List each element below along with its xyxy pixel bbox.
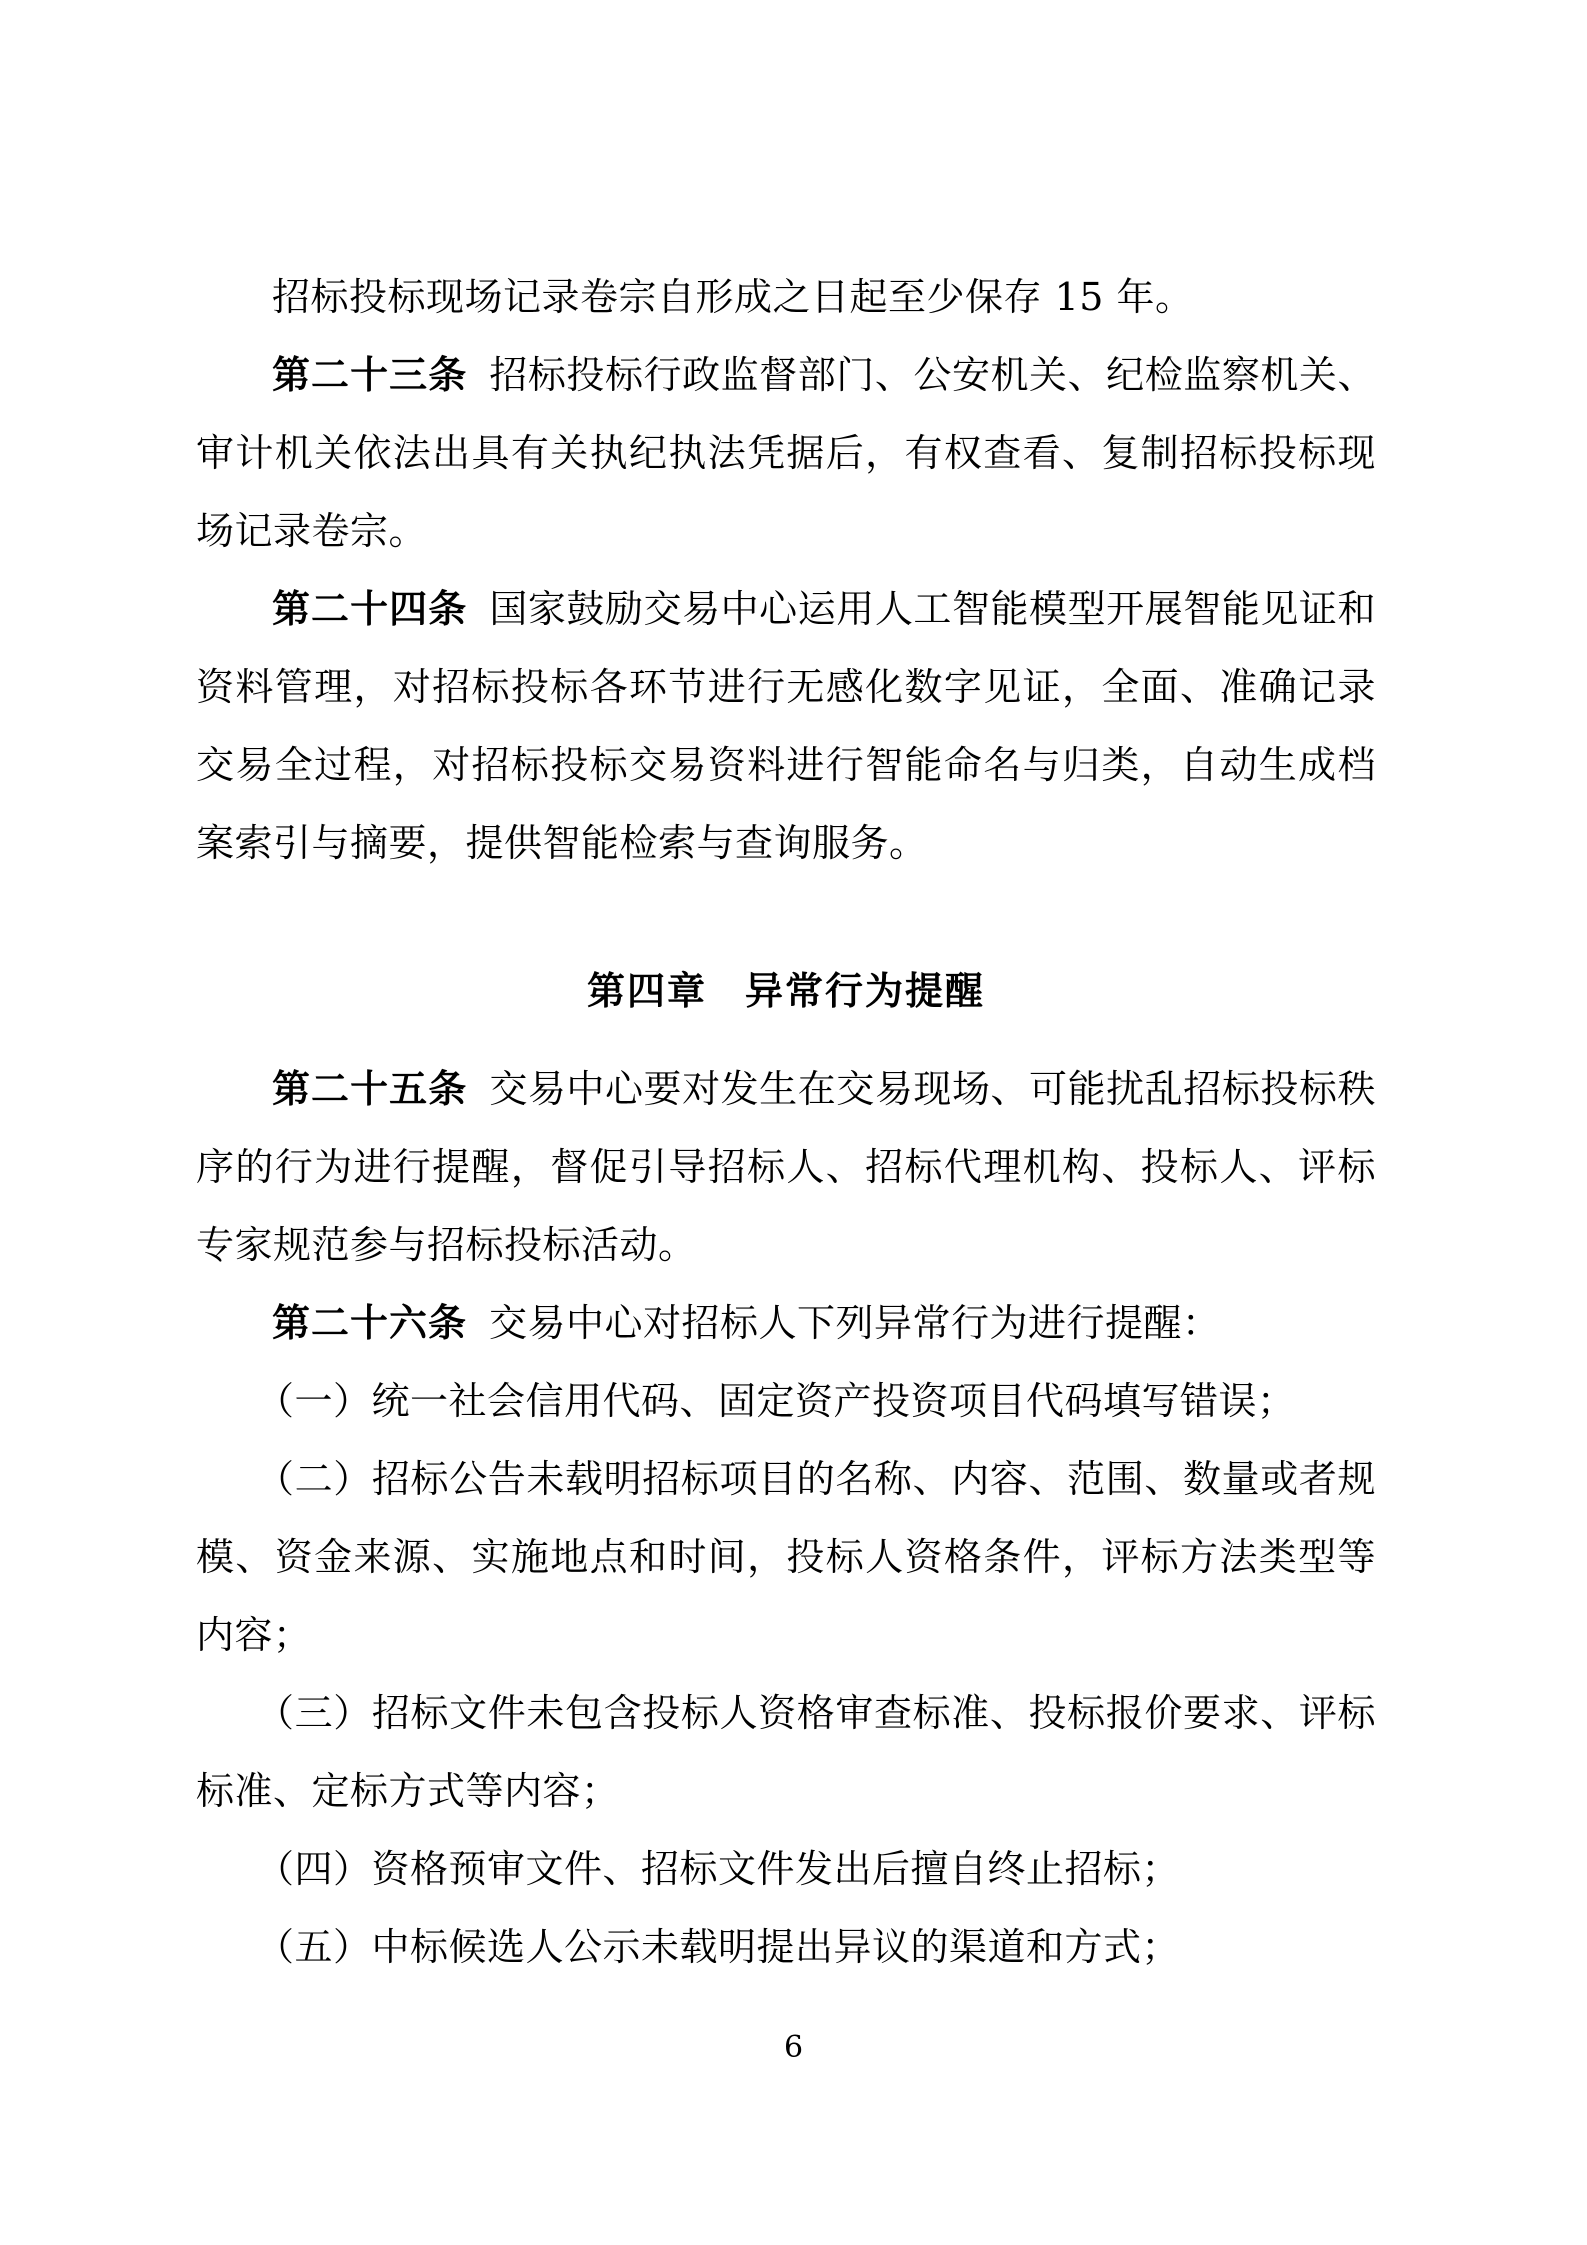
page-number: 6 bbox=[783, 2030, 804, 2065]
paragraph-text: 交易中心对招标人下列异常行为进行提醒： bbox=[489, 1301, 1221, 1345]
article-label: 第二十四条 bbox=[272, 586, 468, 631]
article-label: 第二十三条 bbox=[272, 352, 468, 397]
paragraph-article-26 bbox=[196, 1284, 1376, 1362]
article-label: 第二十五条 bbox=[272, 1066, 468, 1111]
list-item bbox=[196, 1674, 1376, 1830]
chapter-title: 异常行为提醒 bbox=[745, 969, 986, 1013]
list-item bbox=[196, 1830, 1376, 1908]
paragraph-article-23 bbox=[196, 336, 1376, 570]
article-label: 第二十六条 bbox=[272, 1300, 468, 1345]
paragraph-text: 招标投标行政监督部门、公安机关、纪检监察机关、审计机关依法出具有关执纪执法凭据后，有权查看、复制招标投标现场记录卷宗。 bbox=[196, 353, 1376, 553]
chapter-heading bbox=[196, 952, 1376, 1030]
paragraph-text: 国家鼓励交易中心运用人工智能模型开展智能见证和资料管理，对招标投标各环节进行无感化数字见证，全面、准确记录交易全过程，对招标投标交易资料进行智能命名与归类，自动生成档案索引与摘要，提供智能检索与查询服务。 bbox=[196, 587, 1376, 865]
paragraph-preserve-15-years bbox=[196, 258, 1376, 336]
paragraph-text: 招标投标现场记录卷宗自形成之日起至少保存 15 年。 bbox=[272, 275, 1194, 319]
paragraph-text: 交易中心要对发生在交易现场、可能扰乱招标投标秩序的行为进行提醒，督促引导招标人、招标代理机构、投标人、评标专家规范参与招标投标活动。 bbox=[196, 1067, 1376, 1267]
list-item-text: （四）资格预审文件、招标文件发出后擅自终止招标； bbox=[256, 1847, 1181, 1891]
list-item-text: （一）统一社会信用代码、固定资产投资项目代码填写错误； bbox=[256, 1379, 1296, 1423]
chapter-number: 第四章 bbox=[586, 969, 707, 1013]
paragraph-article-25 bbox=[196, 1050, 1376, 1284]
list-item bbox=[196, 1908, 1376, 1986]
list-item bbox=[196, 1362, 1376, 1440]
list-item-text: （三）招标文件未包含投标人资格审查标准、投标报价要求、评标标准、定标方式等内容； bbox=[196, 1691, 1376, 1813]
paragraph-article-24 bbox=[196, 570, 1376, 882]
list-item-text: （二）招标公告未载明招标项目的名称、内容、范围、数量或者规模、资金来源、实施地点和时间，投标人资格条件，评标方法类型等内容； bbox=[196, 1457, 1376, 1657]
list-item-text: （五）中标候选人公示未载明提出异议的渠道和方式； bbox=[256, 1925, 1181, 1969]
document-body bbox=[196, 258, 1376, 1986]
list-item bbox=[196, 1440, 1376, 1674]
